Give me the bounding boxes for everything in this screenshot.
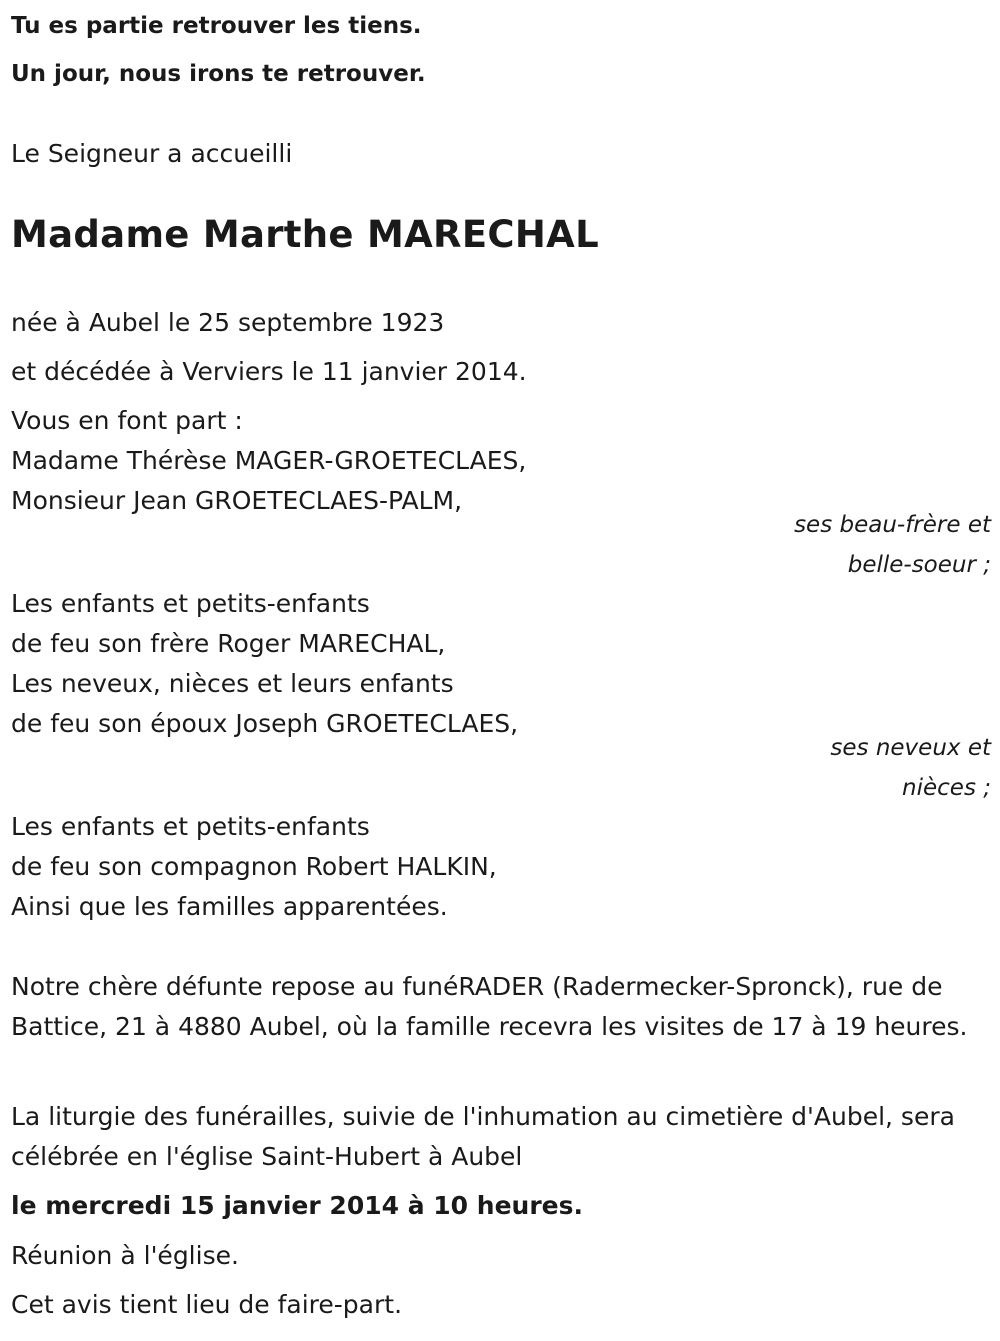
quote-line-2: Un jour, nous irons te retrouver. <box>11 61 426 87</box>
family-line: Les enfants et petits-enfants <box>11 589 370 618</box>
meeting-text: Réunion à l'église. <box>11 1241 239 1270</box>
funeral-date: le mercredi 15 janvier 2014 à 10 heures. <box>11 1191 583 1220</box>
closing-text: Cet avis tient lieu de faire-part. <box>11 1290 403 1319</box>
family-line: Les enfants et petits-enfants <box>11 812 370 841</box>
birth-text: née à Aubel le 25 septembre 1923 <box>11 308 445 337</box>
family-line: de feu son époux Joseph GROETECLAES, <box>11 709 519 738</box>
intro-text: Le Seigneur a accueilli <box>11 139 293 168</box>
relation-text: belle-soeur ; <box>847 552 991 578</box>
deceased-name: Madame Marthe MARECHAL <box>11 213 599 256</box>
announcers-intro: Vous en font part : <box>11 406 243 435</box>
family-line: Madame Thérèse MAGER-GROETECLAES, <box>11 446 527 475</box>
relation-text: nièces ; <box>902 775 991 801</box>
family-line: de feu son frère Roger MARECHAL, <box>11 629 446 658</box>
family-line: Monsieur Jean GROETECLAES-PALM, <box>11 486 463 515</box>
family-line: de feu son compagnon Robert HALKIN, <box>11 852 497 881</box>
family-line: Les neveux, nièces et leurs enfants <box>11 669 454 698</box>
relation-text: ses neveux et <box>830 735 991 761</box>
quote-line-1: Tu es partie retrouver les tiens. <box>11 13 422 39</box>
liturgy-text: La liturgie des funérailles, suivie de l'inhumation au cimetière d'Aubel, sera célébrée en l'église Saint-Hubert à Aubel <box>11 1102 955 1171</box>
death-text: et décédée à Verviers le 11 janvier 2014. <box>11 357 527 386</box>
visitation-text: Notre chère défunte repose au funéRADER (Radermecker-Spronck), rue de Battice, 21 à 4880 Aubel, où la famille recevra les visites de 17 à 19 heures. <box>11 972 968 1041</box>
relation-text: ses beau-frère et <box>794 512 991 538</box>
family-line: Ainsi que les familles apparentées. <box>11 892 448 921</box>
